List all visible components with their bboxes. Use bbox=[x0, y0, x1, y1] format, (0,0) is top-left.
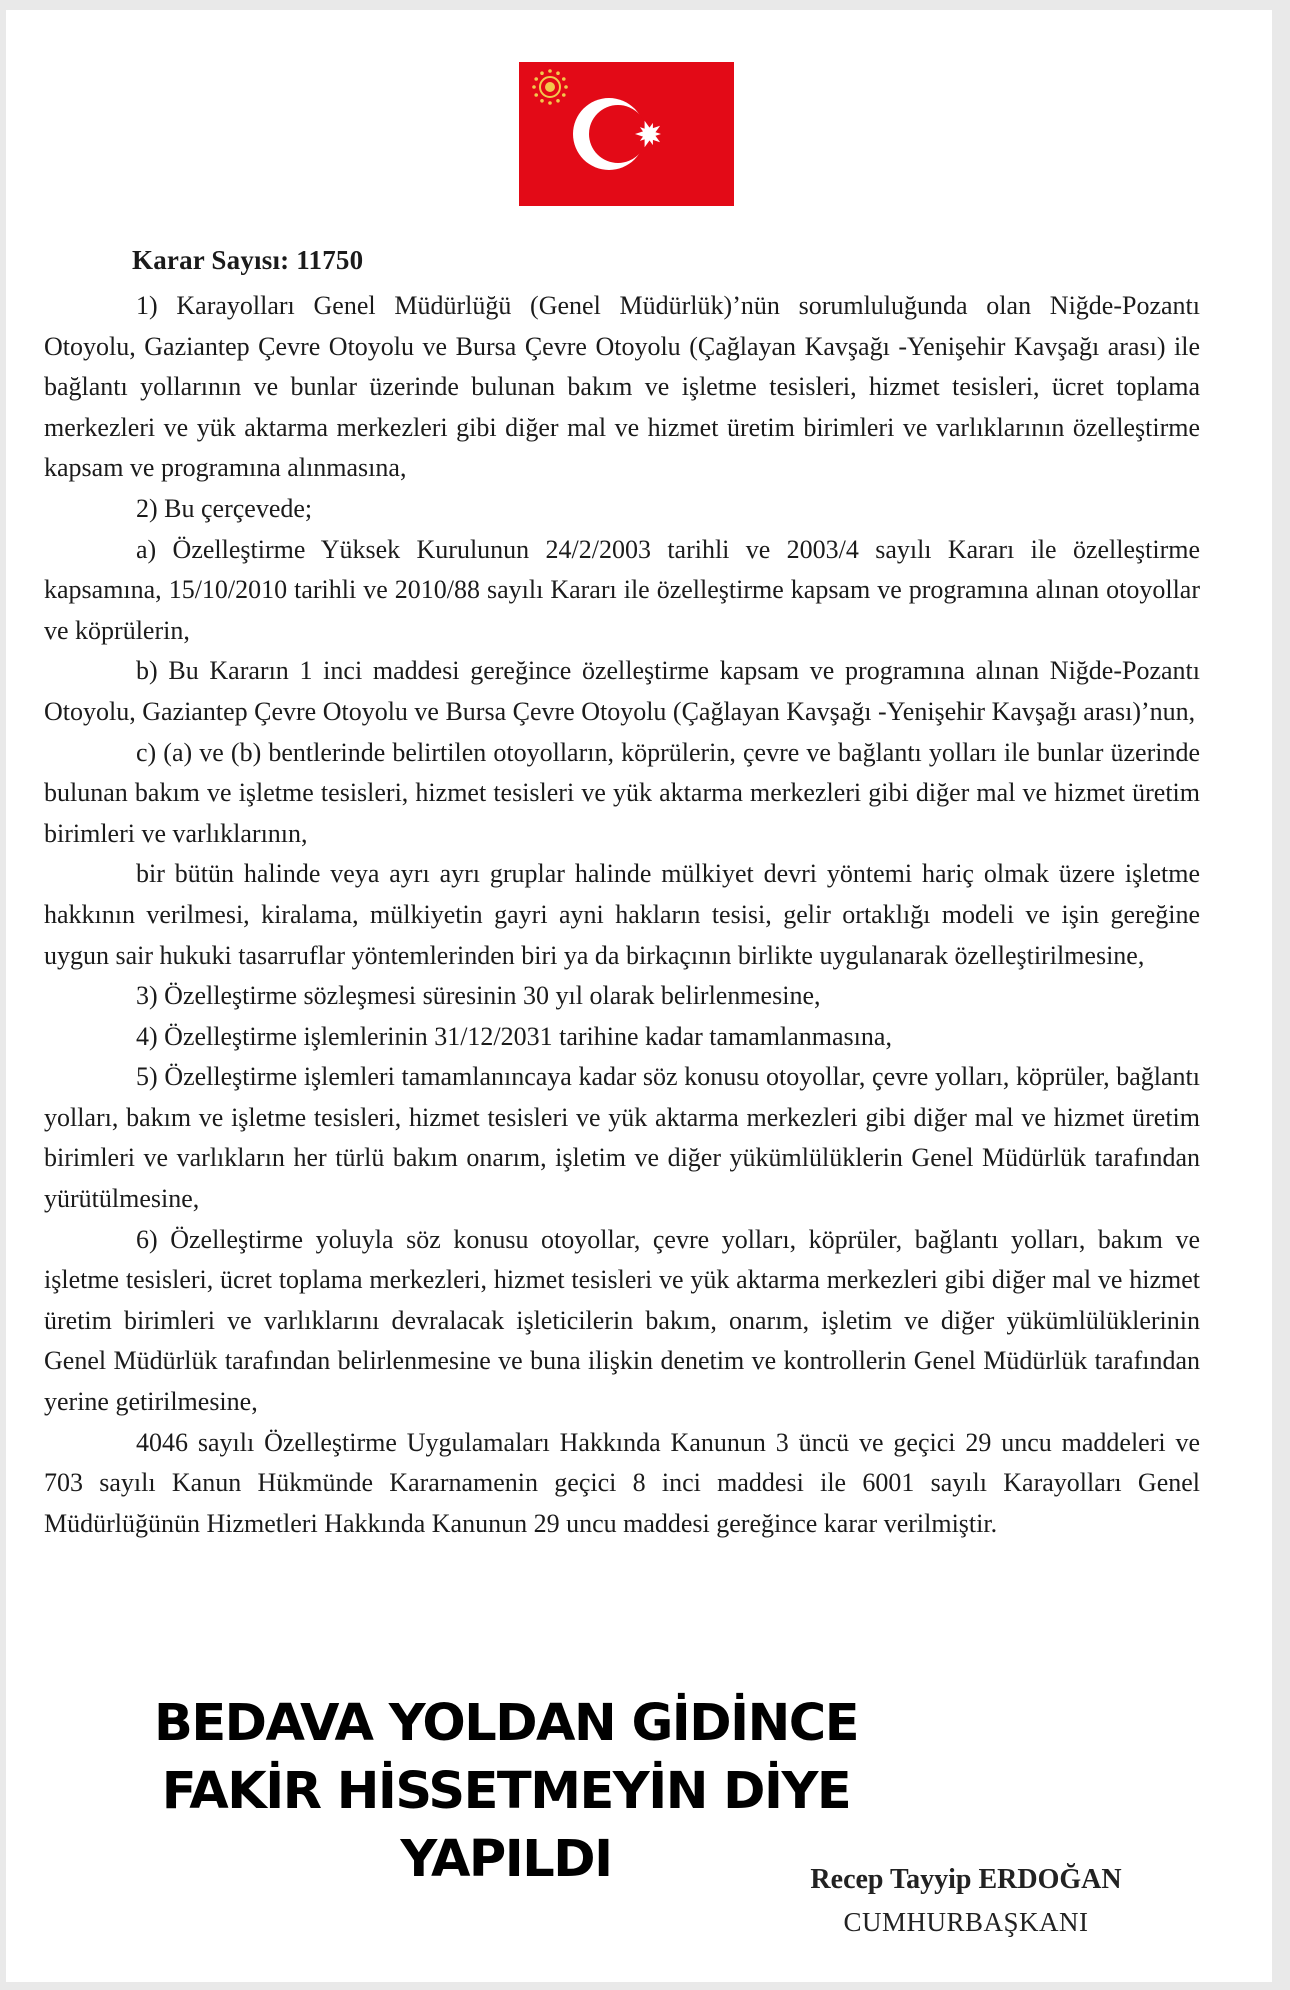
article-6: 6) Özelleştirme yoluyla söz konusu otoyollar, çevre yolları, köprüler, bağlantı yolları, bakım ve işletme tesisleri, ücret toplama merkezleri, hizmet tesisleri ve yük aktarma merkezleri gibi diğer mal ve hizmet üretim birimleri ve varlıklarını devralacak işleticilerin bakım, onarım, işletim ve diğer yükümlülüklerinin Genel Müdürlük tarafından belirlenmesine ve buna ilişkin denetim ve kontrollerin Genel Müdürlük tarafından yerine getirilmesine, bbox=[44, 1224, 1200, 1417]
article-4: 4) Özelleştirme işlemlerinin 31/12/2031 tarihine kadar tamamlanmasına, bbox=[136, 1021, 892, 1051]
document-page bbox=[6, 10, 1272, 1982]
caption-line: FAKİR HİSSETMEYİN DİYE bbox=[161, 1762, 851, 1821]
legal-basis: 4046 sayılı Özelleştirme Uygulamaları Hakkında Kanunun 3 üncü ve geçici 29 uncu maddeleri ve 703 sayılı Kanun Hükmünde Kararnamenin geçici 8 inci maddesi ile 6001 sayılı Karayolları Genel Müdürlüğünün Hizmetleri Hakkında Kanunun 29 uncu maddesi gereğince karar verilmiştir. bbox=[44, 1427, 1200, 1538]
article-2c: c) (a) ve (b) bentlerinde belirtilen otoyolların, köprülerin, çevre ve bağlantı yolları ile bunlar üzerinde bulunan bakım ve işletme tesisleri, hizmet tesisleri ve yük aktarma merkezleri gibi diğer mal ve hizmet üretim birimleri ve varlıklarının, bbox=[44, 737, 1200, 848]
decision-document bbox=[44, 240, 1200, 1544]
article-3: 3) Özelleştirme sözleşmesi süresinin 30 yıl olarak belirlenmesine, bbox=[136, 981, 821, 1011]
article-5: 5) Özelleştirme işlemleri tamamlanıncaya kadar söz konusu otoyollar, çevre yolları, köprüler, bağlantı yolları, bakım ve işletme tesisleri, hizmet tesisleri ve yük aktarma merkezleri gibi diğer mal ve hizmet üretim birimleri ve varlıkların her türlü bakım onarım, işletim ve diğer yükümlülüklerin Genel Müdürlük tarafından yürütülmesine, bbox=[44, 1062, 1200, 1214]
article-2: 2) Bu çerçevede; bbox=[136, 493, 313, 523]
article-1: 1) Karayolları Genel Müdürlüğü (Genel Müdürlük)’nün sorumluluğunda olan Niğde-Pozantı Otoyolu, Gaziantep Çevre Otoyolu ve Bursa Çevre Otoyolu (Çağlayan Kavşağı -Yenişehir Kavşağı arası) ile bağlantı yollarının ve bunlar üzerinde bulunan bakım ve işletme tesisleri, hizmet tesisleri, ücret toplama merkezleri ve yük aktarma merkezleri gibi diğer mal ve hizmet üretim birimleri ve varlıklarının özelleştirme kapsam ve programına alınmasına, bbox=[44, 291, 1200, 483]
signature-block bbox=[766, 1860, 1166, 1944]
signer-title: CUMHURBAŞKANI bbox=[843, 1907, 1089, 1937]
caption-line: YAPILDI bbox=[400, 1830, 612, 1889]
article-2-continuation: bir bütün halinde veya ayrı ayrı gruplar halinde mülkiyet devri yöntemi hariç olmak üzere işletme hakkının verilmesi, kiralama, mülkiyetin gayri ayni hakların tesisi, gelir ortaklığı modeli ve işin gereğine uygun sair hukuki tasarruflar yöntemlerinden biri ya da birkaçının birlikte uygulanarak özelleştirilmesine, bbox=[44, 859, 1200, 970]
signer-name: Recep Tayyip ERDOĞAN bbox=[810, 1864, 1122, 1895]
decision-number: Karar Sayısı: 11750 bbox=[132, 245, 364, 275]
caption-line: BEDAVA YOLDAN GİDİNCE bbox=[153, 1694, 859, 1753]
article-2b: b) Bu Kararın 1 inci maddesi gereğince özelleştirme kapsam ve programına alınan Niğde-Pozantı Otoyolu, Gaziantep Çevre Otoyolu ve Bursa Çevre Otoyolu (Çağlayan Kavşağı -Yenişehir Kavşağı arası)’nun, bbox=[44, 656, 1200, 726]
turkish-flag-icon bbox=[519, 62, 734, 206]
article-2a: a) Özelleştirme Yüksek Kurulunun 24/2/2003 tarihli ve 2003/4 sayılı Kararı ile özelleştirme kapsamına, 15/10/2010 tarihli ve 2010/88 sayılı Kararı ile özelleştirme kapsam ve programına alınan otoyollar ve köprülerin, bbox=[44, 534, 1200, 645]
